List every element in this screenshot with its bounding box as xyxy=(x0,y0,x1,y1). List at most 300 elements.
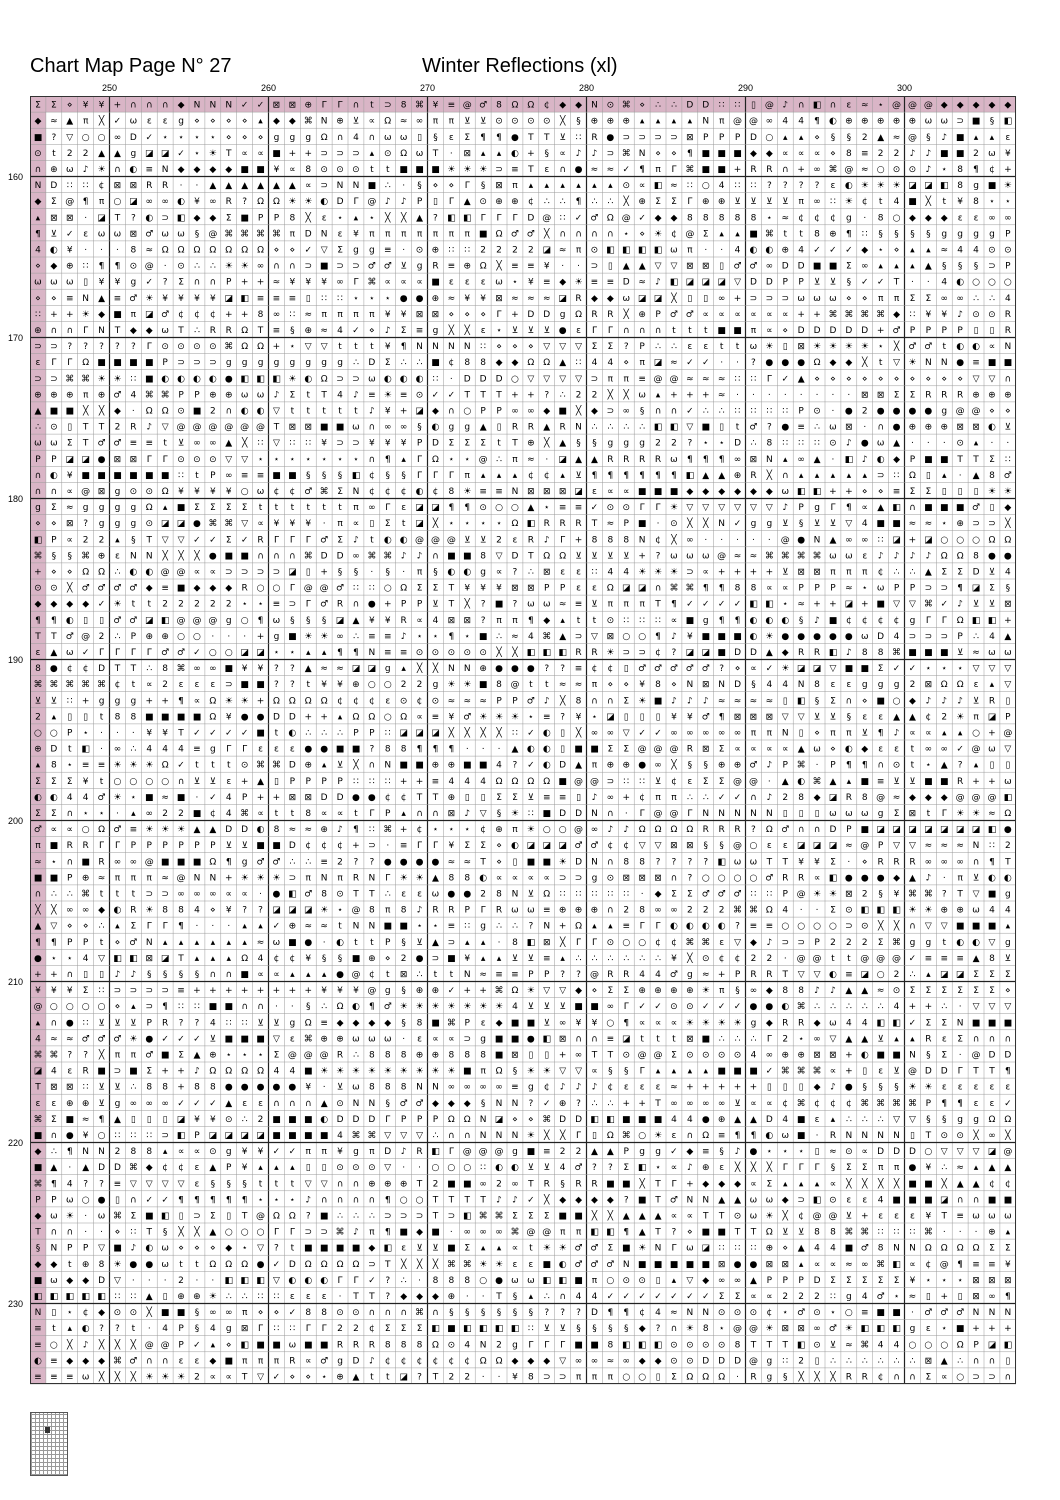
grid-cell-symbol: ◐ xyxy=(304,374,313,385)
grid-cell-symbol: ∴ xyxy=(655,100,661,111)
grid-cell-symbol: 8 xyxy=(305,164,312,175)
grid-cell-symbol: ∩ xyxy=(972,1034,980,1045)
grid-cell-symbol: 8 xyxy=(448,1275,455,1286)
grid-cell-symbol: ∞ xyxy=(113,132,122,143)
grid-cell-symbol: ≈ xyxy=(940,841,949,852)
grid-cell-symbol: ⊙ xyxy=(129,1308,138,1319)
grid-cell-symbol: N xyxy=(765,454,773,465)
grid-cell-symbol: ■ xyxy=(971,921,981,932)
grid-cell-symbol: + xyxy=(988,728,996,739)
grid-cell-symbol: ☀ xyxy=(526,986,535,997)
grid-cell-symbol: ♂ xyxy=(606,1259,615,1270)
grid-cell-symbol: ╳ xyxy=(544,229,550,240)
grid-cell-symbol: t xyxy=(370,100,374,111)
grid-cell-symbol: ◧ xyxy=(892,905,901,916)
grid-cell-symbol: ○ xyxy=(908,1340,917,1351)
grid-cell-symbol: ∞ xyxy=(368,503,376,514)
grid-cell-symbol: g xyxy=(305,132,312,143)
grid-cell-symbol: ⊃ xyxy=(988,519,996,530)
grid-cell-symbol: ⌘ xyxy=(685,937,695,948)
grid-cell-symbol: ⊙ xyxy=(209,454,217,465)
grid-cell-symbol: ¢ xyxy=(607,841,614,852)
grid-cell-symbol: π xyxy=(369,1147,375,1158)
grid-cell-symbol: ε xyxy=(258,1098,263,1109)
grid-cell-symbol: ε xyxy=(957,213,963,224)
grid-cell-symbol: Σ xyxy=(687,889,693,900)
grid-cell-symbol: ▲ xyxy=(845,1034,853,1045)
grid-cell-symbol: π xyxy=(369,309,375,320)
grid-cell-symbol: ⌘ xyxy=(446,1018,456,1029)
grid-cell-symbol: ⋆ xyxy=(432,921,439,932)
grid-cell-symbol: ✓ xyxy=(97,599,106,610)
grid-cell-symbol: ◪ xyxy=(828,792,838,803)
grid-cell-symbol: P xyxy=(623,1147,629,1158)
grid-cell-symbol: ∞ xyxy=(1004,213,1012,224)
grid-cell-symbol: g xyxy=(909,615,916,626)
grid-cell-symbol: ■ xyxy=(542,857,552,868)
grid-cell-symbol: ▯ xyxy=(83,712,89,723)
grid-cell-symbol: ∷ xyxy=(718,1243,725,1254)
grid-cell-symbol: ⊻ xyxy=(781,567,789,578)
grid-cell-symbol: D xyxy=(924,1066,932,1077)
grid-cell-symbol: ¢ xyxy=(289,486,296,497)
grid-cell-symbol: ∴ xyxy=(607,422,614,433)
grid-cell-symbol: ¶ xyxy=(241,1195,248,1206)
grid-cell-symbol: ⊃ xyxy=(177,358,185,369)
grid-cell-symbol: ♪ xyxy=(353,390,359,401)
grid-cell-symbol: ∞ xyxy=(686,1098,694,1109)
grid-cell-symbol: ○ xyxy=(49,728,58,739)
grid-cell-symbol: ≡ xyxy=(542,905,551,916)
grid-cell-symbol: ∩ xyxy=(797,100,805,111)
grid-cell-symbol: ¥ xyxy=(114,277,121,288)
grid-cell-symbol: ◐ xyxy=(829,116,837,127)
grid-cell-symbol: ε xyxy=(957,1082,963,1093)
grid-cell-symbol: π xyxy=(496,615,502,626)
grid-cell-symbol: ▲ xyxy=(193,1050,201,1061)
grid-cell-symbol: ⊃ xyxy=(988,261,996,272)
grid-cell-symbol: ⊃ xyxy=(574,631,583,642)
grid-cell-symbol: ■ xyxy=(224,664,234,675)
grid-cell-symbol: ¢ xyxy=(416,696,423,707)
grid-cell-symbol: ¶ xyxy=(941,1098,948,1109)
grid-cell-symbol: Σ xyxy=(464,841,471,852)
grid-cell-symbol: ✓ xyxy=(447,986,456,997)
grid-cell-symbol: ⊙ xyxy=(209,1147,217,1158)
grid-cell-symbol: ○ xyxy=(447,1163,456,1174)
grid-cell-symbol: ▴ xyxy=(305,647,311,658)
grid-cell-symbol: ω xyxy=(495,277,503,288)
grid-cell-symbol: ◪ xyxy=(796,841,806,852)
grid-cell-symbol: ⊙ xyxy=(336,889,344,900)
grid-cell-symbol: ◐ xyxy=(956,277,965,288)
grid-cell-symbol: 4 xyxy=(861,1291,868,1302)
grid-cell-symbol: ▴ xyxy=(592,921,597,932)
grid-cell-symbol: ■ xyxy=(574,1002,583,1013)
grid-cell-symbol: ◪ xyxy=(860,969,870,980)
grid-cell-symbol: · xyxy=(418,1163,421,1174)
grid-cell-symbol: ◪ xyxy=(844,599,854,610)
grid-cell-symbol: ■ xyxy=(256,728,265,739)
grid-cell-symbol: ╳ xyxy=(51,905,57,916)
grid-cell-symbol: π xyxy=(289,229,296,240)
grid-cell-symbol: 8 xyxy=(400,1340,407,1351)
column-number: 270 xyxy=(419,83,436,93)
grid-cell-symbol: § xyxy=(480,1308,486,1319)
grid-cell-symbol: ¶ xyxy=(750,1130,757,1141)
grid-cell-symbol: 2 xyxy=(496,535,502,546)
grid-cell-symbol: N xyxy=(479,1130,487,1141)
grid-cell-symbol: 4 xyxy=(893,1002,900,1013)
grid-cell-symbol: ε xyxy=(146,116,152,127)
grid-cell-symbol: Σ xyxy=(830,696,836,707)
grid-cell-symbol: ▲ xyxy=(638,261,646,272)
grid-cell-symbol: ▴ xyxy=(480,470,486,481)
grid-cell-symbol: ⌘ xyxy=(796,1002,806,1013)
grid-cell-symbol: ✓ xyxy=(892,664,901,675)
grid-cell-symbol: § xyxy=(35,1243,41,1254)
grid-cell-symbol: ☀ xyxy=(813,342,822,353)
grid-cell-symbol: π xyxy=(877,293,884,304)
grid-cell-symbol: ■ xyxy=(144,792,154,803)
grid-cell-symbol: ≈ xyxy=(908,519,917,530)
grid-cell-symbol: + xyxy=(686,1082,694,1093)
grid-cell-symbol: ⋆ xyxy=(798,1034,804,1045)
grid-cell-symbol: ε xyxy=(162,116,168,127)
grid-cell-symbol: + xyxy=(272,792,281,803)
grid-cell-symbol: P xyxy=(703,132,709,143)
grid-cell-symbol: ∷ xyxy=(82,1082,89,1093)
grid-cell-symbol: ♪ xyxy=(909,551,916,562)
grid-cell-symbol: ☀ xyxy=(463,164,472,175)
grid-cell-symbol: ∷ xyxy=(464,921,471,932)
grid-cell-symbol: P xyxy=(623,519,629,530)
grid-cell-symbol: ∞ xyxy=(209,889,217,900)
grid-cell-symbol: g xyxy=(432,325,439,336)
grid-cell-symbol: ◆ xyxy=(590,293,598,304)
grid-cell-symbol: ▲ xyxy=(702,470,710,481)
grid-cell-symbol: ⊃ xyxy=(383,100,392,111)
grid-cell-symbol: Σ xyxy=(1005,1243,1011,1254)
grid-cell-symbol: ☀ xyxy=(145,293,154,304)
grid-cell-symbol: ≡ xyxy=(749,921,758,932)
grid-cell-symbol: ω xyxy=(845,551,853,562)
grid-cell-symbol: ♪ xyxy=(941,132,948,143)
grid-cell-symbol: ⌘ xyxy=(367,551,377,562)
grid-cell-symbol: 4 xyxy=(877,1195,884,1206)
grid-cell-symbol: 2 xyxy=(416,680,423,691)
grid-cell-symbol: T xyxy=(257,325,264,336)
grid-cell-symbol: ● xyxy=(367,599,376,610)
grid-cell-symbol: ▴ xyxy=(258,1163,263,1174)
grid-cell-symbol: ⊙ xyxy=(129,261,138,272)
grid-cell-symbol: 2 xyxy=(209,406,216,417)
grid-cell-symbol: ● xyxy=(558,325,567,336)
grid-cell-symbol: ⋆ xyxy=(384,293,391,304)
grid-cell-symbol: ∷ xyxy=(353,776,359,787)
grid-cell-symbol: g xyxy=(289,132,296,143)
grid-cell-symbol: P xyxy=(400,599,407,610)
grid-cell-symbol: Ω xyxy=(702,1372,710,1383)
grid-cell-symbol: ∩ xyxy=(909,921,916,932)
grid-cell-symbol: ▲ xyxy=(352,615,360,626)
grid-cell-symbol: ▴ xyxy=(162,1147,168,1158)
grid-cell-symbol: T xyxy=(528,1179,534,1190)
grid-cell-symbol: Ω xyxy=(527,776,535,787)
grid-cell-symbol: ◧ xyxy=(637,1163,647,1174)
grid-cell-symbol: + xyxy=(320,712,328,723)
grid-cell-symbol: g xyxy=(909,937,916,948)
grid-cell-symbol: ∴ xyxy=(209,261,216,272)
grid-cell-symbol: ? xyxy=(576,1098,581,1109)
grid-cell-symbol: Ω xyxy=(495,1356,503,1367)
grid-cell-symbol: + xyxy=(209,986,217,997)
grid-cell-symbol: g xyxy=(384,986,391,997)
grid-cell-symbol: + xyxy=(558,921,567,932)
grid-cell-symbol: ♪ xyxy=(782,503,789,514)
grid-cell-symbol: ∩ xyxy=(559,164,566,175)
grid-cell-symbol: ¶ xyxy=(607,1308,614,1319)
grid-cell-symbol: ⋄ xyxy=(687,1227,693,1238)
grid-cell-symbol: ∩ xyxy=(575,229,582,240)
grid-cell-symbol: ¢ xyxy=(273,953,280,964)
grid-cell-symbol: ╳ xyxy=(559,937,566,948)
grid-cell-symbol: ⋆ xyxy=(337,454,343,465)
grid-cell-symbol: 2 xyxy=(400,680,407,691)
grid-cell-symbol: ▲ xyxy=(972,953,980,964)
grid-cell-symbol: ◆ xyxy=(336,1018,344,1029)
grid-cell-symbol: ○ xyxy=(34,728,42,739)
grid-cell-symbol: Σ xyxy=(51,503,57,514)
grid-cell-symbol: ♪ xyxy=(814,615,820,626)
grid-cell-symbol: 2 xyxy=(257,1114,264,1125)
grid-cell-symbol: ∩ xyxy=(432,551,439,562)
grid-cell-symbol: ∷ xyxy=(527,808,534,819)
grid-cell-symbol: ♪ xyxy=(925,696,932,707)
grid-cell-symbol: ♪ xyxy=(782,100,789,111)
grid-cell-symbol: ⋆ xyxy=(496,519,502,530)
grid-cell-symbol: ∩ xyxy=(352,1179,360,1190)
grid-cell-symbol: ⊻ xyxy=(479,116,487,127)
grid-cell-symbol: ⌘ xyxy=(33,551,43,562)
grid-cell-symbol: ◪ xyxy=(288,567,297,578)
grid-cell-symbol: ∩ xyxy=(145,1356,153,1367)
grid-cell-symbol: 8 xyxy=(957,164,964,175)
grid-cell-symbol: N xyxy=(893,1130,900,1141)
grid-cell-symbol: ω xyxy=(638,390,646,401)
grid-cell-symbol: ∩ xyxy=(670,1324,678,1335)
grid-cell-symbol: · xyxy=(926,277,930,288)
grid-cell-symbol: 8 xyxy=(480,551,487,562)
grid-cell-symbol: ∝ xyxy=(670,1018,678,1029)
grid-cell-symbol: @ xyxy=(319,583,329,594)
grid-cell-symbol: Ω xyxy=(288,696,296,707)
grid-cell-symbol: @ xyxy=(208,615,218,626)
grid-cell-symbol: P xyxy=(909,454,916,465)
grid-cell-symbol: D xyxy=(972,567,980,578)
grid-cell-symbol: ⋆ xyxy=(591,712,598,723)
grid-cell-symbol: ¶ xyxy=(671,470,677,481)
grid-cell-symbol: ▲ xyxy=(559,358,567,369)
grid-cell-symbol: Ω xyxy=(352,1259,360,1270)
grid-cell-symbol: ∷ xyxy=(989,841,995,852)
grid-cell-symbol: ¢ xyxy=(384,486,391,497)
grid-cell-symbol: + xyxy=(145,696,154,707)
grid-cell-symbol: ▴ xyxy=(401,664,406,675)
grid-cell-symbol: ⊃ xyxy=(797,937,805,948)
grid-cell-symbol: ¢ xyxy=(194,309,200,320)
grid-cell-symbol: 4 xyxy=(893,197,900,208)
grid-cell-symbol: ⊙ xyxy=(606,937,615,948)
grid-cell-symbol: ¥ xyxy=(798,857,805,868)
grid-cell-symbol: ⌘ xyxy=(383,825,393,836)
grid-cell-symbol: ☀ xyxy=(208,1291,217,1302)
grid-cell-symbol: 2 xyxy=(575,1147,582,1158)
grid-cell-symbol: ▯ xyxy=(99,969,105,980)
grid-cell-symbol: ∞ xyxy=(670,728,678,739)
grid-cell-symbol: ■ xyxy=(749,229,758,240)
grid-cell-symbol: ☀ xyxy=(654,1130,663,1141)
grid-cell-symbol: ⊃ xyxy=(304,261,313,272)
grid-cell-symbol: Ω xyxy=(463,1114,471,1125)
grid-cell-symbol: D xyxy=(749,647,757,658)
grid-cell-symbol: ╳ xyxy=(1005,519,1011,530)
grid-cell-symbol: ∷ xyxy=(289,1324,296,1335)
grid-cell-symbol: t xyxy=(52,1324,56,1335)
grid-cell-symbol: ∝ xyxy=(686,1211,694,1222)
grid-cell-symbol: ⌘ xyxy=(319,486,329,497)
grid-cell-symbol: ■ xyxy=(1003,1018,1013,1029)
grid-cell-symbol: 2 xyxy=(162,599,169,610)
grid-cell-symbol: ≈ xyxy=(670,1308,678,1319)
grid-cell-symbol: ∝ xyxy=(416,277,423,288)
grid-cell-symbol: ∴ xyxy=(432,1130,439,1141)
grid-cell-symbol: @ xyxy=(780,535,790,546)
grid-cell-symbol: ∩ xyxy=(352,599,360,610)
grid-cell-symbol: + xyxy=(845,1050,853,1061)
grid-cell-symbol: ¥ xyxy=(241,1163,248,1174)
grid-cell-symbol: ≈ xyxy=(892,792,901,803)
grid-cell-symbol: @ xyxy=(955,406,965,417)
grid-cell-symbol: Σ xyxy=(925,1018,932,1029)
grid-cell-symbol: ¢ xyxy=(337,696,343,707)
grid-cell-symbol: ● xyxy=(367,792,376,803)
grid-cell-symbol: ≈ xyxy=(81,1114,90,1125)
grid-cell-symbol: ⋄ xyxy=(941,374,948,385)
grid-cell-symbol: ╳ xyxy=(782,1211,788,1222)
grid-cell-symbol: ⋆ xyxy=(655,1163,661,1174)
grid-cell-symbol: ○ xyxy=(765,132,774,143)
grid-cell-symbol: ♪ xyxy=(543,535,550,546)
grid-cell-symbol: ▲ xyxy=(956,1179,964,1190)
grid-cell-symbol: ◆ xyxy=(145,1163,153,1174)
grid-cell-symbol: P xyxy=(257,213,264,224)
grid-cell-symbol: · xyxy=(481,1291,485,1302)
grid-cell-symbol: ▯ xyxy=(750,100,756,111)
grid-cell-symbol: ○ xyxy=(972,277,980,288)
grid-cell-symbol: ⋄ xyxy=(512,1114,518,1125)
grid-cell-symbol: ¥ xyxy=(384,342,391,353)
grid-cell-symbol: ⊃ xyxy=(447,937,456,948)
grid-cell-symbol: ✓ xyxy=(161,1034,169,1045)
grid-cell-symbol: ∴ xyxy=(50,889,57,900)
grid-cell-symbol: ▴ xyxy=(480,148,486,159)
grid-cell-symbol: ◆ xyxy=(225,1243,233,1254)
grid-cell-symbol: ⊻ xyxy=(575,470,582,481)
grid-cell-symbol: ○ xyxy=(638,937,647,948)
grid-cell-symbol: ⊙ xyxy=(670,519,678,530)
grid-cell-symbol: ♂ xyxy=(113,438,122,449)
grid-cell-symbol: N xyxy=(384,760,392,771)
grid-cell-symbol: ♂ xyxy=(272,857,281,868)
grid-cell-symbol: ⌘ xyxy=(621,100,631,111)
grid-cell-symbol: ¶ xyxy=(448,503,455,514)
grid-cell-symbol: ✓ xyxy=(701,599,710,610)
grid-cell-symbol: D xyxy=(336,197,344,208)
grid-cell-symbol: ◆ xyxy=(511,1356,519,1367)
grid-cell-symbol: · xyxy=(640,889,644,900)
grid-cell-symbol: t xyxy=(163,438,167,449)
grid-cell-symbol: π xyxy=(305,1147,311,1158)
grid-cell-symbol: Ω xyxy=(304,1259,312,1270)
grid-cell-symbol: ✓ xyxy=(177,760,185,771)
grid-cell-symbol: + xyxy=(304,712,313,723)
grid-cell-symbol: P xyxy=(798,503,804,514)
grid-cell-symbol: ✓ xyxy=(193,647,201,658)
grid-cell-symbol: ○ xyxy=(1003,277,1012,288)
grid-cell-symbol: ▲ xyxy=(225,1098,233,1109)
grid-cell-symbol: ▯ xyxy=(321,1163,327,1174)
grid-cell-symbol: ◐ xyxy=(765,245,774,256)
grid-cell-symbol: ⊃ xyxy=(638,132,646,143)
grid-cell-symbol: ¢ xyxy=(480,825,487,836)
grid-cell-symbol: ∷ xyxy=(480,342,487,353)
grid-cell-symbol: D xyxy=(686,100,694,111)
grid-cell-symbol: ▯ xyxy=(957,486,963,497)
grid-cell-symbol: ⊙ xyxy=(399,696,408,707)
grid-cell-symbol: t xyxy=(735,422,740,433)
grid-cell-symbol: ◐ xyxy=(431,422,440,433)
grid-cell-symbol: ⊙ xyxy=(622,503,631,514)
grid-cell-symbol: π xyxy=(893,293,900,304)
grid-cell-symbol: ∞ xyxy=(511,1179,519,1190)
grid-cell-symbol: P xyxy=(82,937,89,948)
grid-cell-symbol: ■ xyxy=(860,825,870,836)
grid-cell-symbol: Γ xyxy=(130,647,136,658)
grid-cell-symbol: ◐ xyxy=(177,197,185,208)
grid-cell-symbol: ⋆ xyxy=(337,213,343,224)
grid-cell-symbol: ≈ xyxy=(908,1291,917,1302)
grid-cell-symbol: ε xyxy=(894,1211,899,1222)
grid-cell-symbol: ∩ xyxy=(829,100,837,111)
grid-cell-symbol: ω xyxy=(288,1340,297,1351)
grid-cell-symbol: ∴ xyxy=(718,1034,725,1045)
grid-cell-symbol: ◆ xyxy=(34,1147,42,1158)
grid-cell-symbol: Σ xyxy=(718,776,725,787)
grid-cell-symbol: ▯ xyxy=(957,1291,963,1302)
grid-cell-symbol: ◐ xyxy=(34,792,42,803)
grid-cell-symbol: T xyxy=(973,454,979,465)
grid-cell-symbol: ▲ xyxy=(225,438,233,449)
grid-cell-symbol: Σ xyxy=(623,744,630,755)
grid-cell-symbol: § xyxy=(226,1179,231,1190)
grid-cell-symbol: ⊻ xyxy=(432,599,439,610)
grid-cell-symbol: D xyxy=(98,1275,106,1286)
grid-cell-symbol: P xyxy=(369,728,375,739)
grid-cell-symbol: ○ xyxy=(193,631,201,642)
grid-cell-symbol: @ xyxy=(478,454,488,465)
grid-cell-symbol: ○ xyxy=(272,583,281,594)
